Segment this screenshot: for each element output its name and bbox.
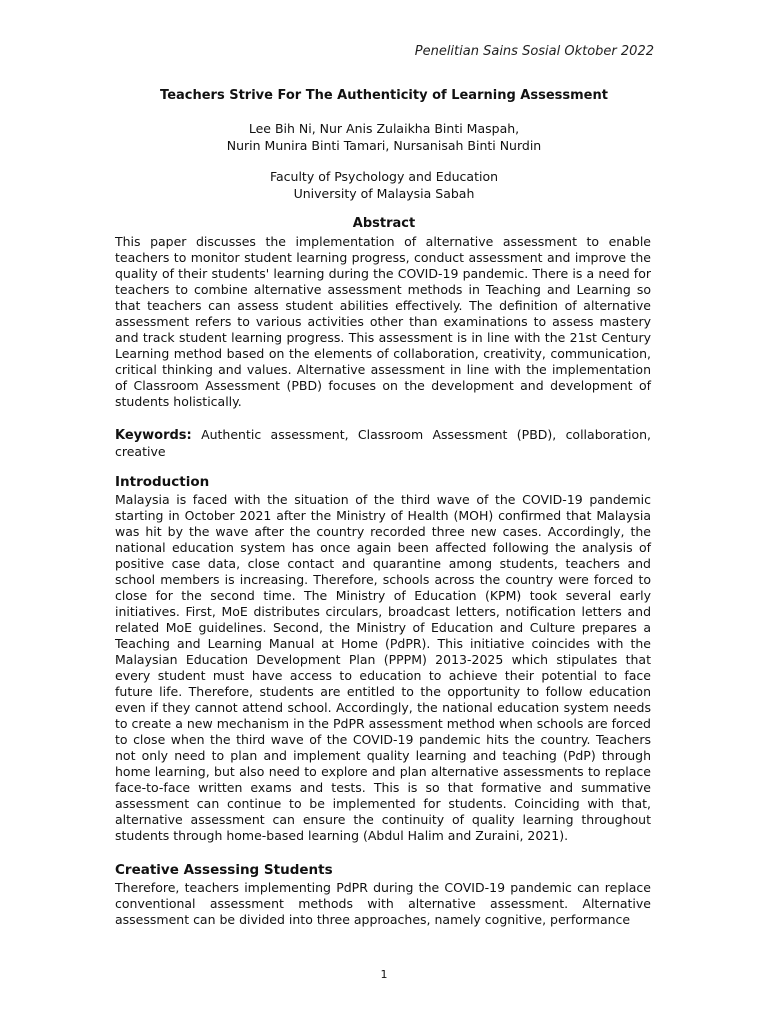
creative-assessing-heading: Creative Assessing Students [115, 862, 333, 878]
authors-line-1: Lee Bih Ni, Nur Anis Zulaikha Binti Maspah, [248, 121, 520, 136]
affiliation-line-1: Faculty of Psychology and Education [269, 169, 499, 184]
keywords-label: Keywords: [115, 428, 192, 443]
affiliation [0, 168, 768, 202]
authors-line-2: Nurin Munira Binti Tamari, Nursanisah Binti Nurdin [226, 138, 542, 153]
author-list [0, 120, 768, 154]
introduction-text: Malaysia is faced with the situation of the third wave of the COVID-19 pandemic starting in October 2021 after the Ministry of Health (MOH) confirmed that Malaysia was hit by the wave after the country recorded three new cases. Accordingly, the national education system has once again been affected following the analysis of positive case data, close contact and quarantine among students, teachers and school members is increasing. Therefore, schools across the country were forced to close for the second time. The Ministry of Education (KPM) took several early initiatives. First, MoE distributes circulars, broadcast letters, notification letters and related MoE guidelines. Second, the Ministry of Education and Culture prepares a Teaching and Learning Manual at Home (PdPR). This initiative coincides with the Malaysian Education Development Plan (PPPM) 2013-2025 which stipulates that every student must have access to education to achieve their potential to face future life. Therefore, students are entitled to the opportunity to follow education even if they cannot attend school. Accordingly, the national education system needs to create a new mechanism in the PdPR assessment method when schools are forced to close when the third wave of the COVID-19 pandemic hits the country. Teachers not only need to plan and implement quality learning and teaching (PdP) through home learning, but also need to explore and plan alternative assessments to replace face-to-face written exams and tests. This is so that formative and summative assessment can continue to be implemented for students. Coinciding with that, alternative assessment can ensure the continuity of quality learning throughout students through home-based learning (Abdul Halim and Zuraini, 2021). [115, 492, 651, 843]
keywords-text: Authentic assessment, Classroom Assessment (PBD), collaboration, creative [115, 427, 651, 459]
creative-assessing-text: Therefore, teachers implementing PdPR during the COVID-19 pandemic can replace conventional assessment methods with alternative assessment. Alternative assessment can be divided into three approaches, namely cognitive, performance [115, 880, 651, 927]
keywords [115, 427, 651, 460]
paper-title: Teachers Strive For The Authenticity of Learning Assessment [160, 88, 608, 103]
affiliation-line-2: University of Malaysia Sabah [293, 186, 475, 201]
introduction-heading: Introduction [115, 474, 210, 490]
abstract-heading: Abstract [352, 216, 416, 231]
abstract-text: This paper discusses the implementation of alternative assessment to enable teachers to monitor student learning progress, conduct assessment and improve the quality of their students' learning during the COVID-19 pandemic. There is a need for teachers to combine alternative assessment methods in Teaching and Learning so that teachers can assess student abilities effectively. The definition of alternative assessment refers to various activities other than examinations to assess mastery and track student learning progress. This assessment is in line with the 21st Century Learning method based on the elements of collaboration, creativity, communication, critical thinking and values. Alternative assessment in line with the implementation of Classroom Assessment (PBD) focuses on the development and development of students holistically. [115, 234, 651, 409]
running-head: Penelitian Sains Sosial Oktober 2022 [414, 44, 654, 59]
page-number: 1 [380, 968, 388, 981]
